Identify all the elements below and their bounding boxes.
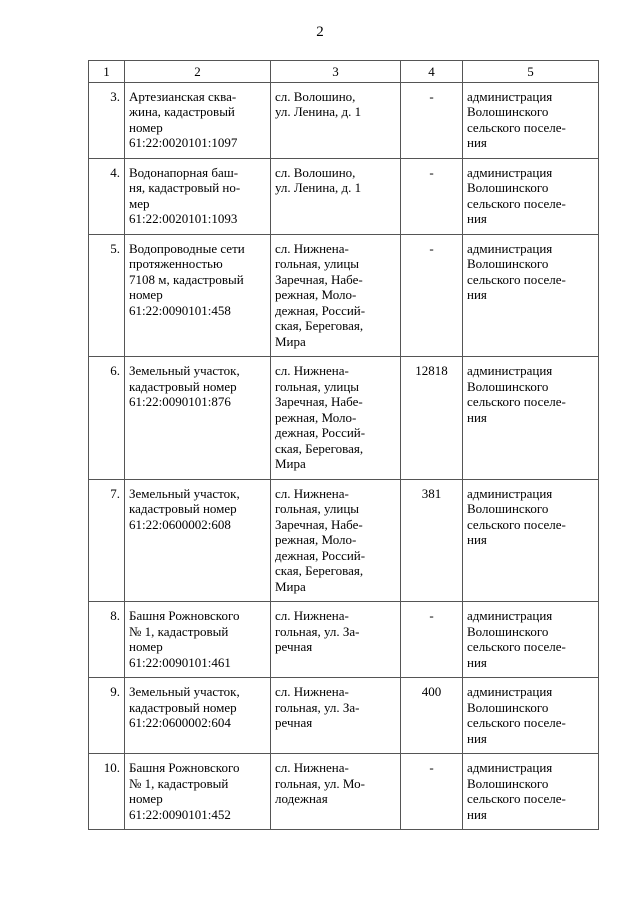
object-name-line: Артезианская сква- bbox=[129, 88, 237, 104]
object-address-line: речная bbox=[275, 715, 313, 730]
object-address-line: гольная, улицы bbox=[275, 256, 360, 271]
object-owner-line: администрация bbox=[467, 363, 553, 378]
table-row bbox=[89, 678, 599, 754]
object-address bbox=[271, 82, 401, 158]
object-name-line: номер bbox=[129, 791, 163, 806]
object-owner-line: Волошинского bbox=[467, 104, 549, 119]
row-number: 4. bbox=[89, 158, 125, 234]
object-address bbox=[271, 234, 401, 357]
object-address-line: лодежная bbox=[275, 791, 328, 806]
object-address-line: гольная, улицы bbox=[275, 378, 360, 394]
page-number: 2 bbox=[316, 24, 324, 40]
object-address-line: Мира bbox=[275, 578, 306, 594]
object-owner-line: Волошинского bbox=[467, 501, 549, 516]
object-address-line: гольная, ул. За- bbox=[275, 623, 360, 639]
object-owner-line: ния bbox=[467, 409, 487, 425]
object-name-line: Башня Рожновского bbox=[129, 760, 240, 775]
row-number: 10. bbox=[89, 754, 125, 830]
table-row bbox=[89, 234, 599, 357]
table-row bbox=[89, 158, 599, 234]
column-header-1: 1 bbox=[89, 61, 125, 83]
object-area: - bbox=[401, 602, 463, 678]
object-owner-line: сельского поселе- bbox=[467, 791, 566, 806]
column-header-4: 4 bbox=[401, 61, 463, 83]
object-address-line: речная bbox=[275, 639, 313, 654]
object-owner-line: ния bbox=[467, 806, 487, 822]
object-name-line: 61:22:0020101:1097 bbox=[129, 135, 238, 150]
object-name bbox=[125, 754, 271, 830]
object-owner bbox=[463, 357, 599, 480]
object-owner bbox=[463, 479, 599, 602]
object-owner bbox=[463, 678, 599, 754]
object-name-line: жина, кадастровый bbox=[129, 104, 235, 119]
object-owner-line: Волошинского bbox=[467, 623, 549, 639]
object-name-line: 61:22:0090101:452 bbox=[129, 806, 231, 822]
object-address bbox=[271, 602, 401, 678]
object-name-line: Земельный участок, bbox=[129, 363, 240, 378]
object-address bbox=[271, 479, 401, 602]
object-name-line: Земельный участок, bbox=[129, 485, 240, 501]
object-name bbox=[125, 234, 271, 357]
object-name-line: 61:22:0090101:876 bbox=[129, 394, 231, 409]
object-address-line: гольная, улицы bbox=[275, 501, 360, 516]
object-name-line: 61:22:0090101:461 bbox=[129, 654, 231, 670]
object-address-line: ул. Ленина, д. 1 bbox=[275, 180, 362, 195]
object-owner-line: Волошинского bbox=[467, 180, 549, 195]
object-name-line: кадастровый номер bbox=[129, 699, 237, 715]
object-area: - bbox=[401, 754, 463, 830]
object-owner-line: ния bbox=[467, 654, 487, 670]
object-address-line: ская, Береговая, bbox=[275, 563, 364, 578]
object-address-line: гольная, ул. Мо- bbox=[275, 775, 365, 791]
object-address-line: гольная, ул. За- bbox=[275, 699, 360, 715]
object-address-line: дежная, Россий- bbox=[275, 425, 366, 440]
object-owner-line: администрация bbox=[467, 760, 553, 775]
object-owner-line: администрация bbox=[467, 88, 553, 104]
row-number: 3. bbox=[89, 82, 125, 158]
object-address-line: дежная, Россий- bbox=[275, 302, 366, 318]
object-name-line: 61:22:0020101:1093 bbox=[129, 211, 238, 226]
object-address bbox=[271, 678, 401, 754]
object-address-line: сл. Нижнена- bbox=[275, 485, 349, 501]
object-address bbox=[271, 158, 401, 234]
property-table bbox=[88, 60, 599, 830]
column-header-2: 2 bbox=[125, 61, 271, 83]
object-name-line: 61:22:0090101:458 bbox=[129, 302, 231, 318]
object-name-line: номер bbox=[129, 287, 163, 302]
row-number: 5. bbox=[89, 234, 125, 357]
object-area: 400 bbox=[401, 678, 463, 754]
object-owner-line: администрация bbox=[467, 240, 553, 256]
table-row bbox=[89, 479, 599, 602]
object-name-line: 61:22:0600002:608 bbox=[129, 516, 231, 532]
object-address-line: Заречная, Набе- bbox=[275, 516, 363, 532]
object-name bbox=[125, 678, 271, 754]
object-owner-line: Волошинского bbox=[467, 256, 549, 271]
object-address-line: дежная, Россий- bbox=[275, 547, 366, 563]
object-address-line: режная, Моло- bbox=[275, 532, 357, 547]
table-row bbox=[89, 754, 599, 830]
row-number: 8. bbox=[89, 602, 125, 678]
object-owner-line: администрация bbox=[467, 608, 553, 623]
object-owner-line: сельского поселе- bbox=[467, 271, 566, 287]
object-name-line: Водопроводные сети bbox=[129, 240, 245, 256]
object-address-line: сл. Нижнена- bbox=[275, 240, 349, 256]
object-owner-line: ния bbox=[467, 532, 487, 547]
object-name-line: № 1, кадастровый bbox=[129, 775, 229, 791]
object-owner-line: ния bbox=[467, 730, 487, 746]
row-number: 6. bbox=[89, 357, 125, 480]
object-name-line: мер bbox=[129, 195, 150, 211]
object-name bbox=[125, 357, 271, 480]
row-number: 9. bbox=[89, 678, 125, 754]
object-address-line: сл. Нижнена- bbox=[275, 608, 349, 623]
object-name bbox=[125, 82, 271, 158]
object-address-line: ская, Береговая, bbox=[275, 318, 364, 333]
object-owner bbox=[463, 754, 599, 830]
object-area: - bbox=[401, 234, 463, 357]
object-address-line: ул. Ленина, д. 1 bbox=[275, 104, 362, 119]
object-owner-line: ния bbox=[467, 135, 487, 150]
object-name-line: кадастровый номер bbox=[129, 378, 237, 394]
object-address bbox=[271, 357, 401, 480]
object-owner-line: Волошинского bbox=[467, 775, 549, 791]
table-header-row bbox=[89, 61, 599, 83]
object-name-line: номер bbox=[129, 639, 163, 654]
object-owner-line: ния bbox=[467, 211, 487, 226]
object-address-line: сл. Нижнена- bbox=[275, 760, 349, 775]
object-owner-line: сельского поселе- bbox=[467, 119, 566, 135]
object-name-line: протяженностью bbox=[129, 256, 223, 271]
object-address-line: Мира bbox=[275, 456, 306, 471]
object-address-line: Мира bbox=[275, 333, 306, 349]
object-owner-line: сельского поселе- bbox=[467, 394, 566, 409]
object-owner bbox=[463, 234, 599, 357]
table-row bbox=[89, 82, 599, 158]
object-owner-line: сельского поселе- bbox=[467, 195, 566, 211]
object-name-line: ня, кадастровый но- bbox=[129, 180, 241, 195]
object-name bbox=[125, 158, 271, 234]
object-owner-line: администрация bbox=[467, 684, 553, 699]
object-owner bbox=[463, 82, 599, 158]
object-address-line: Заречная, Набе- bbox=[275, 394, 363, 409]
object-area: - bbox=[401, 158, 463, 234]
row-number: 7. bbox=[89, 479, 125, 602]
object-area: 381 bbox=[401, 479, 463, 602]
column-header-5: 5 bbox=[463, 61, 599, 83]
object-address bbox=[271, 754, 401, 830]
object-area: 12818 bbox=[401, 357, 463, 480]
object-owner bbox=[463, 602, 599, 678]
object-area: - bbox=[401, 82, 463, 158]
object-address-line: сл. Волошино, bbox=[275, 88, 356, 104]
object-name bbox=[125, 479, 271, 602]
table-row bbox=[89, 602, 599, 678]
object-owner-line: ния bbox=[467, 287, 487, 302]
object-name-line: № 1, кадастровый bbox=[129, 623, 229, 639]
object-address-line: режная, Моло- bbox=[275, 287, 357, 302]
object-name-line: 61:22:0600002:604 bbox=[129, 715, 231, 730]
object-name-line: номер bbox=[129, 119, 163, 135]
object-owner-line: Волошинского bbox=[467, 699, 549, 715]
object-owner-line: сельского поселе- bbox=[467, 516, 566, 532]
object-name-line: кадастровый номер bbox=[129, 501, 237, 516]
object-address-line: сл. Нижнена- bbox=[275, 363, 349, 378]
object-owner-line: Волошинского bbox=[467, 378, 549, 394]
object-owner-line: сельского поселе- bbox=[467, 639, 566, 654]
object-owner-line: сельского поселе- bbox=[467, 715, 566, 730]
object-address-line: ская, Береговая, bbox=[275, 440, 364, 456]
object-owner-line: администрация bbox=[467, 485, 553, 501]
object-name-line: Башня Рожновского bbox=[129, 608, 240, 623]
object-address-line: сл. Волошино, bbox=[275, 164, 356, 180]
table-body bbox=[89, 82, 599, 830]
object-name-line: 7108 м, кадастровый bbox=[129, 271, 244, 287]
object-name bbox=[125, 602, 271, 678]
object-owner bbox=[463, 158, 599, 234]
table-row bbox=[89, 357, 599, 480]
object-owner-line: администрация bbox=[467, 164, 553, 180]
column-header-3: 3 bbox=[271, 61, 401, 83]
object-name-line: Водонапорная баш- bbox=[129, 164, 239, 180]
object-address-line: режная, Моло- bbox=[275, 409, 357, 425]
object-name-line: Земельный участок, bbox=[129, 684, 240, 699]
object-address-line: Заречная, Набе- bbox=[275, 271, 363, 287]
object-address-line: сл. Нижнена- bbox=[275, 684, 349, 699]
